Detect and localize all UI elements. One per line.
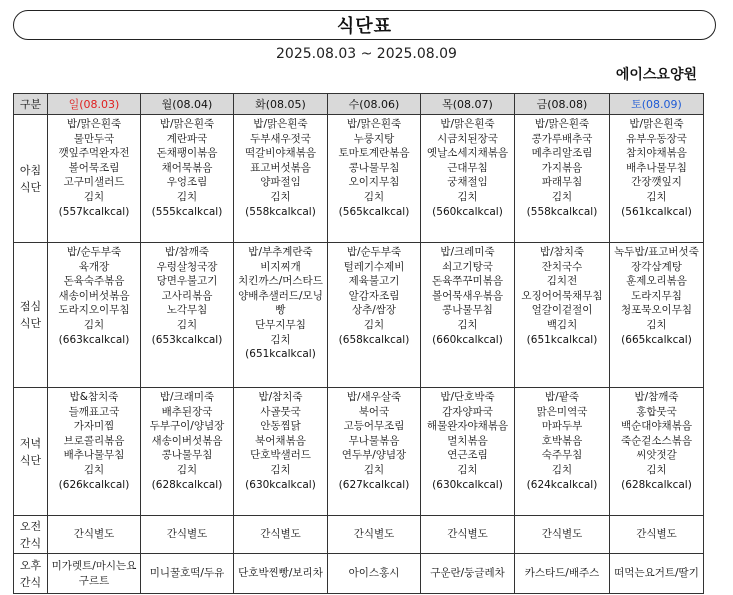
menu-cell-morning-snack-day1 (141, 516, 234, 554)
menu-item: 맑은미역국 (536, 405, 588, 418)
menu-item: 밥/참깨죽 (164, 246, 210, 258)
organization-name: 에이스요양원 (615, 67, 697, 83)
menu-item: 두부새우젓국 (250, 132, 311, 145)
meal-label-line: 간식 (19, 536, 42, 550)
menu-item: 근대무침 (447, 161, 488, 174)
meal-row-dinner (14, 388, 704, 516)
menu-cell-afternoon-snack-day4 (421, 554, 515, 594)
menu-item: 밥/참치죽 (539, 246, 585, 258)
menu-item: 콩나물무침 (161, 449, 213, 462)
menu-item: 백김치 (546, 318, 578, 331)
menu-item: 도라지무침 (631, 289, 682, 302)
menu-item: 물만두국 (73, 132, 115, 145)
meal-label-breakfast (14, 115, 48, 243)
menu-item: (565kcalkcal) (338, 205, 410, 218)
meal-label-line: 저녁 (19, 436, 42, 450)
menu-cell-lunch-day4 (421, 243, 515, 388)
menu-cell-morning-snack-day5 (515, 516, 610, 554)
menu-item: 간식별도 (353, 528, 395, 541)
menu-cell-lunch-day0 (48, 243, 141, 388)
menu-item: 밥/맑은흰죽 (534, 118, 590, 130)
menu-cell-morning-snack-day3 (328, 516, 421, 554)
menu-cell-breakfast-day0 (48, 115, 141, 243)
menu-item: 마파두부 (541, 420, 583, 433)
menu-item: 밥/맑은흰죽 (253, 118, 308, 130)
menu-item: 밥/순두부죽 (66, 246, 122, 258)
menu-item: (627kcalkcal) (338, 478, 410, 491)
menu-item: 연두부/양념장 (341, 449, 407, 462)
menu-cell-morning-snack-day6 (610, 516, 704, 554)
menu-item: 돈채팽이볶음 (156, 147, 218, 160)
menu-item: 밥/팥죽 (545, 391, 579, 403)
menu-cell-dinner-day6 (610, 388, 704, 516)
menu-item: (558kcalkcal) (245, 205, 316, 218)
day-header-thursday: 목(08.07) (421, 94, 515, 115)
menu-cell-breakfast-day3 (328, 115, 421, 243)
menu-item: 두부구이/양념장 (149, 420, 225, 433)
menu-item: 밥/맑은흰죽 (440, 118, 495, 130)
menu-cell-dinner-day2 (234, 388, 328, 516)
menu-item: 치킨까스/머스타드 (238, 275, 323, 288)
menu-cell-lunch-day1 (141, 243, 234, 388)
menu-item: 알감자조림 (348, 289, 400, 302)
menu-item: 멸치볶음 (447, 434, 488, 447)
menu-item: 김치 (457, 190, 478, 203)
day-header-monday: 월(08.04) (141, 94, 234, 115)
menu-cell-morning-snack-day2 (234, 516, 328, 554)
menu-item: 브로콜리볶음 (63, 434, 125, 447)
menu-item: (658kcalkcal) (338, 333, 410, 346)
day-header-wednesday: 수(08.06) (328, 94, 421, 115)
menu-item: 비지찌개 (260, 260, 301, 273)
menu-cell-dinner-day1 (141, 388, 234, 516)
menu-item: 누룽지탕 (353, 132, 395, 145)
menu-item: 아이스홍시 (348, 567, 400, 580)
menu-item: 표고버섯볶음 (250, 161, 311, 174)
menu-cell-afternoon-snack-day1 (141, 554, 234, 594)
menu-item: 김치 (457, 318, 478, 331)
menu-item: 단무지무침 (255, 318, 306, 331)
menu-item: 새송이버섯볶음 (58, 289, 130, 302)
meal-label-morning-snack (14, 516, 48, 554)
menu-item: (560kcalkcal) (432, 205, 503, 218)
menu-item: (557kcalkcal) (58, 205, 130, 218)
meal-row-lunch (14, 243, 704, 388)
menu-item: 연근조림 (447, 449, 488, 462)
menu-item: 감자양파국 (442, 405, 493, 418)
menu-cell-lunch-day3 (328, 243, 421, 388)
menu-item: (660kcalkcal) (432, 333, 503, 346)
menu-item: 구운란/둥글레차 (430, 567, 505, 580)
menu-item: 백순대야채볶음 (620, 420, 692, 433)
menu-item: 콩나물무침 (348, 161, 400, 174)
menu-item: 들깨표고국 (68, 405, 120, 418)
menu-period: 2025.08.03 ~ 2025.08.09 (276, 46, 457, 62)
menu-cell-afternoon-snack-day5 (515, 554, 610, 594)
menu-item: 털레기수제비 (343, 260, 405, 273)
menu-item: 김치 (270, 190, 291, 203)
menu-item: 돈육쭈꾸미볶음 (431, 275, 503, 288)
menu-cell-breakfast-day1 (141, 115, 234, 243)
menu-item: 우엉조림 (166, 176, 208, 189)
menu-item: (628kcalkcal) (151, 478, 223, 491)
menu-cell-dinner-day0 (48, 388, 141, 516)
menu-item: 시금치된장국 (437, 132, 498, 145)
meal-label-dinner (14, 388, 48, 516)
menu-item: 호박볶음 (541, 434, 583, 447)
menu-item: 김치 (646, 190, 667, 203)
corner-label: 구분 (14, 94, 48, 115)
menu-item: (665kcalkcal) (621, 333, 692, 346)
menu-item: 밥/단호박죽 (440, 391, 495, 403)
menu-item: 밥/맑은흰죽 (66, 118, 122, 130)
menu-item: 떡갈비야채볶음 (244, 147, 316, 160)
menu-item: 새송이버섯볶음 (151, 434, 223, 447)
menu-item: 콩가루배추국 (531, 132, 593, 145)
meal-label-line: 식단 (19, 453, 42, 467)
menu-item: 장각삼계탕 (631, 260, 682, 273)
menu-item: (561kcalkcal) (621, 205, 692, 218)
menu-item: 볼어묵조림 (68, 161, 120, 174)
menu-item: 토마토계란볶음 (338, 147, 410, 160)
menu-item: 김치 (646, 318, 667, 331)
menu-item: 청포묵오이무침 (620, 304, 692, 317)
menu-cell-morning-snack-day4 (421, 516, 515, 554)
menu-cell-breakfast-day2 (234, 115, 328, 243)
menu-item: 무나물볶음 (348, 434, 400, 447)
meal-row-morning-snack (14, 516, 704, 554)
menu-item: 김치 (176, 463, 198, 476)
menu-item: 김치 (363, 190, 385, 203)
menu-item: 카스타드/배주스 (524, 567, 600, 580)
menu-item: 미니꿀호떡/두유 (149, 567, 225, 580)
meal-label-lunch (14, 243, 48, 388)
menu-item: 씨앗젓갈 (636, 449, 677, 462)
menu-item: 밥/크래미죽 (159, 391, 215, 403)
menu-item: 사골뭇국 (260, 405, 301, 418)
menu-item: 김치 (363, 318, 385, 331)
meal-row-afternoon-snack (14, 554, 704, 594)
menu-item: 배추나물무침 (626, 161, 687, 174)
menu-item: 참치야채볶음 (626, 147, 687, 160)
menu-cell-morning-snack-day0 (48, 516, 141, 554)
menu-cell-breakfast-day4 (421, 115, 515, 243)
menu-item: 상추/쌈장 (351, 304, 397, 317)
menu-item: 북어국 (358, 405, 390, 418)
menu-item: 돈육숙주볶음 (63, 275, 125, 288)
menu-item: 떠먹는요거트/딸기 (614, 567, 699, 580)
menu-item: (663kcalkcal) (58, 333, 130, 346)
menu-item: (651kcalkcal) (526, 333, 598, 346)
menu-cell-lunch-day6 (610, 243, 704, 388)
menu-item: 파래무침 (541, 176, 583, 189)
day-header-tuesday: 화(08.05) (234, 94, 328, 115)
menu-item: 김치 (551, 190, 573, 203)
menu-item: 오이지무침 (348, 176, 400, 189)
menu-cell-dinner-day3 (328, 388, 421, 516)
day-header-friday: 금(08.08) (515, 94, 610, 115)
meal-label-line: 식단 (19, 180, 42, 194)
menu-item: 계란파국 (166, 132, 208, 145)
menu-title: 식단표 (13, 10, 716, 40)
menu-item: (630kcalkcal) (245, 478, 316, 491)
menu-item: 잔치국수 (541, 260, 583, 273)
menu-item: 궁채절임 (447, 176, 488, 189)
menu-item: 볼어묵새우볶음 (431, 289, 503, 302)
menu-cell-afternoon-snack-day2 (234, 554, 328, 594)
menu-item: 오징어어묵채무침 (521, 289, 603, 302)
day-header-saturday: 토(08.09) (610, 94, 704, 115)
menu-cell-afternoon-snack-day0 (48, 554, 141, 594)
menu-item: 얼갈이겉절이 (531, 304, 593, 317)
menu-item: (628kcalkcal) (621, 478, 692, 491)
menu-item: 당면우불고기 (156, 275, 218, 288)
menu-item: 밥/참깨죽 (634, 391, 679, 403)
menu-item: 밥/새우살죽 (346, 391, 402, 403)
menu-item: (555kcalkcal) (151, 205, 223, 218)
menu-item: 유부우동장국 (626, 132, 687, 145)
menu-item: 가자미찜 (73, 420, 115, 433)
menu-item: 고사리볶음 (161, 289, 213, 302)
menu-item: 김치 (83, 463, 105, 476)
menu-item: 쇠고기탕국 (442, 260, 493, 273)
menu-item: 간장깻잎지 (631, 176, 682, 189)
menu-item: 김치 (551, 463, 573, 476)
menu-item: 옛날소세지채볶음 (426, 147, 509, 160)
menu-item: 김치 (457, 463, 478, 476)
menu-item: 간식별도 (166, 528, 208, 541)
meal-label-line: 오후 (19, 558, 42, 572)
menu-item: 녹두밥/표고버섯죽 (614, 246, 699, 258)
menu-item: 고구미샐러드 (63, 176, 125, 189)
menu-item: 김치 (83, 190, 105, 203)
menu-item: 밥/맑은흰죽 (346, 118, 402, 130)
menu-item: 김치 (646, 463, 667, 476)
menu-item: 메추리알조림 (531, 147, 593, 160)
day-header-row (14, 94, 704, 115)
meal-label-line: 아침 (19, 163, 42, 177)
menu-item: 밥/맑은흰죽 (629, 118, 684, 130)
menu-item: 김치 (270, 463, 291, 476)
menu-item: 해물완자야채볶음 (426, 420, 509, 433)
menu-item: 밥/순두부죽 (346, 246, 402, 258)
menu-item: 간식별도 (447, 528, 488, 541)
menu-item: 단호박찐빵/보리차 (238, 567, 323, 580)
menu-item: 간식별도 (260, 528, 301, 541)
menu-item: 우렁살청국장 (156, 260, 218, 273)
menu-item: (624kcalkcal) (526, 478, 598, 491)
menu-cell-lunch-day2 (234, 243, 328, 388)
menu-item: (630kcalkcal) (432, 478, 503, 491)
menu-item: 배추된장국 (161, 405, 213, 418)
menu-cell-afternoon-snack-day3 (328, 554, 421, 594)
menu-item: (558kcalkcal) (526, 205, 598, 218)
menu-cell-breakfast-day6 (610, 115, 704, 243)
menu-cell-breakfast-day5 (515, 115, 610, 243)
menu-item: 간식별도 (73, 528, 115, 541)
menu-item: 죽순겉소스볶음 (620, 434, 692, 447)
menu-item: 채어묵볶음 (161, 161, 213, 174)
menu-item: 배추나물무침 (63, 449, 125, 462)
menu-item: 단호박샐러드 (250, 449, 311, 462)
meal-row-breakfast (14, 115, 704, 243)
menu-cell-dinner-day4 (421, 388, 515, 516)
menu-item: 숙주무침 (541, 449, 583, 462)
meal-label-line: 점심 (19, 300, 42, 313)
weekly-menu-table (13, 93, 704, 594)
menu-item: (626kcalkcal) (58, 478, 130, 491)
day-header-sunday: 일(08.03) (48, 94, 141, 115)
meal-label-line: 오전 (19, 519, 42, 533)
menu-item: 가지볶음 (541, 161, 583, 174)
menu-item: 밥/맑은흰죽 (159, 118, 215, 130)
menu-item: 안동찜닭 (260, 420, 301, 433)
menu-item: 양배추샐러드/모닝빵 (238, 289, 323, 317)
menu-item: 김치전 (546, 275, 578, 288)
meal-label-afternoon-snack (14, 554, 48, 594)
menu-item: 북어채볶음 (255, 434, 306, 447)
menu-item: 김치 (176, 190, 198, 203)
menu-item: 훈제오리볶음 (626, 275, 687, 288)
menu-item: 도라지오이무침 (58, 304, 130, 317)
menu-item: 밥&참치죽 (69, 391, 119, 403)
meal-label-line: 식단 (19, 317, 42, 330)
menu-item: 육개장 (78, 260, 110, 273)
menu-item: 홍합뭇국 (636, 405, 677, 418)
menu-item: (653kcalkcal) (151, 333, 223, 346)
menu-item: (651kcalkcal) (245, 348, 316, 361)
menu-item: 미가렛트/마시는요구르트 (51, 559, 137, 587)
menu-item: 콩나물무침 (442, 304, 493, 317)
menu-item: 김치 (176, 318, 198, 331)
menu-item: 밥/부추계란죽 (248, 246, 313, 258)
menu-item: 고등어무조림 (343, 420, 405, 433)
menu-item: 밥/참치죽 (258, 391, 303, 403)
menu-item: 간식별도 (636, 528, 677, 541)
menu-item: 김치 (363, 463, 385, 476)
menu-item: 김치 (270, 333, 291, 346)
menu-cell-afternoon-snack-day6 (610, 554, 704, 594)
meal-label-line: 간식 (19, 575, 42, 589)
menu-cell-lunch-day5 (515, 243, 610, 388)
menu-item: 깻잎주먹완자전 (58, 147, 130, 160)
menu-cell-dinner-day5 (515, 388, 610, 516)
menu-item: 노각무침 (166, 304, 208, 317)
menu-item: 제육불고기 (348, 275, 400, 288)
menu-item: 밥/크레미죽 (440, 246, 495, 258)
menu-item: 양파절임 (260, 176, 301, 189)
menu-item: 간식별도 (541, 528, 583, 541)
menu-item: 김치 (83, 318, 105, 331)
